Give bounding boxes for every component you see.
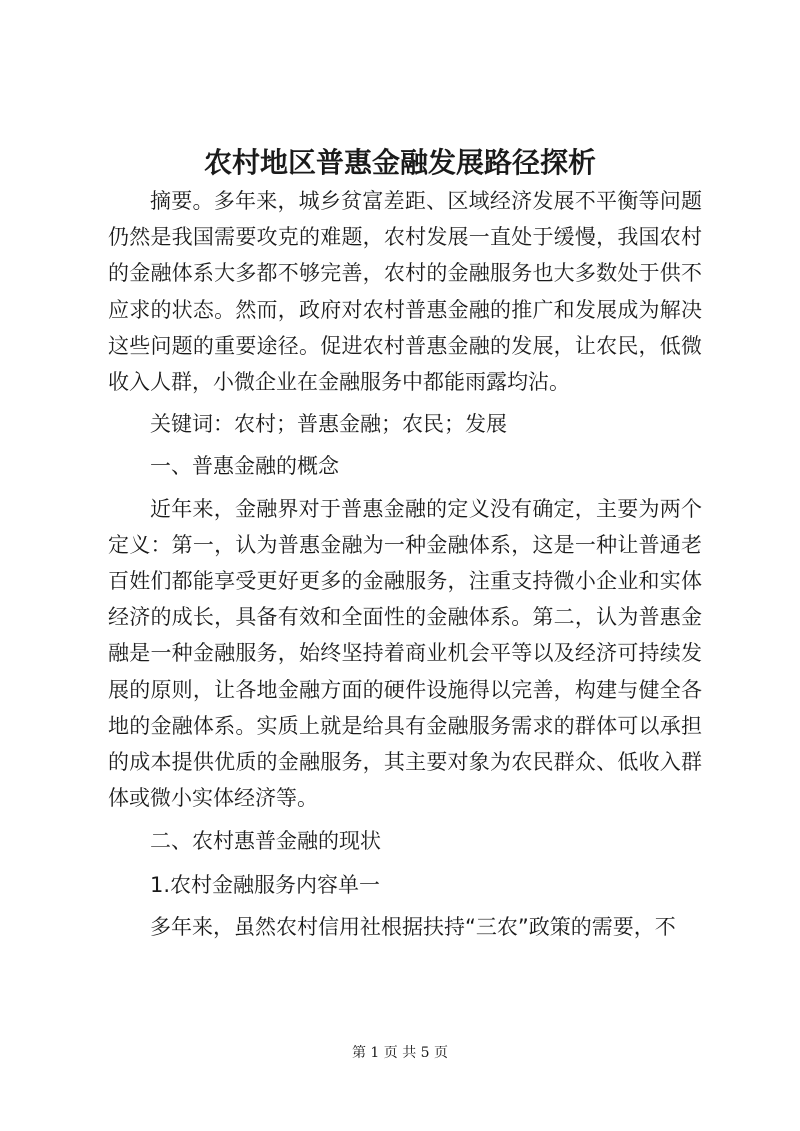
abstract-paragraph: 摘要。多年来，城乡贫富差距、区域经济发展不平衡等问题仍然是我国需要攻克的难题，农村发展一直处于缓慢，我国农村的金融体系大多都不够完善，农村的金融服务也大多数处于供不应求的状态。然而，政府对农村普惠金融的推广和发展成为解决这些问题的重要途径。促进农村普惠金融的发展，让农民，低微收入人群，小微企业在金融服务中都能雨露均沾。 <box>108 189 702 395</box>
page-footer: 第 1 页 共 5 页 <box>351 1045 449 1061</box>
keywords-line: 关键词：农村；普惠金融；农民；发展 <box>150 412 507 437</box>
document-body <box>108 183 702 945</box>
document-title: 农村地区普惠金融发展路径探析 <box>203 146 596 179</box>
section-2-heading: 二、农村惠普金融的现状 <box>150 829 381 854</box>
section-1-heading: 一、普惠金融的概念 <box>150 454 339 479</box>
subsection-1-heading: 1.农村金融服务内容单一 <box>150 872 381 897</box>
section-1-paragraph: 近年来，金融界对于普惠金融的定义没有确定，主要为两个定义：第一，认为普惠金融为一种金融体系，这是一种让普通老百姓们都能享受更好更多的金融服务，注重支持微小企业和实体经济的成长，具备有效和全面性的金融体系。第二，认为普惠金融是一种金融服务，始终坚持着商业机会平等以及经济可持续发展的原则，让各地金融方面的硬件设施得以完善，构建与健全各地的金融体系。实质上就是给具有金融服务需求的群体可以承担的成本提供优质的金融服务，其主要对象为农民群众、低收入群体或微小实体经济等。 <box>108 496 702 811</box>
subsection-1-paragraph: 多年来，虽然农村信用社根据扶持“三农”政策的需要，不 <box>150 914 676 939</box>
